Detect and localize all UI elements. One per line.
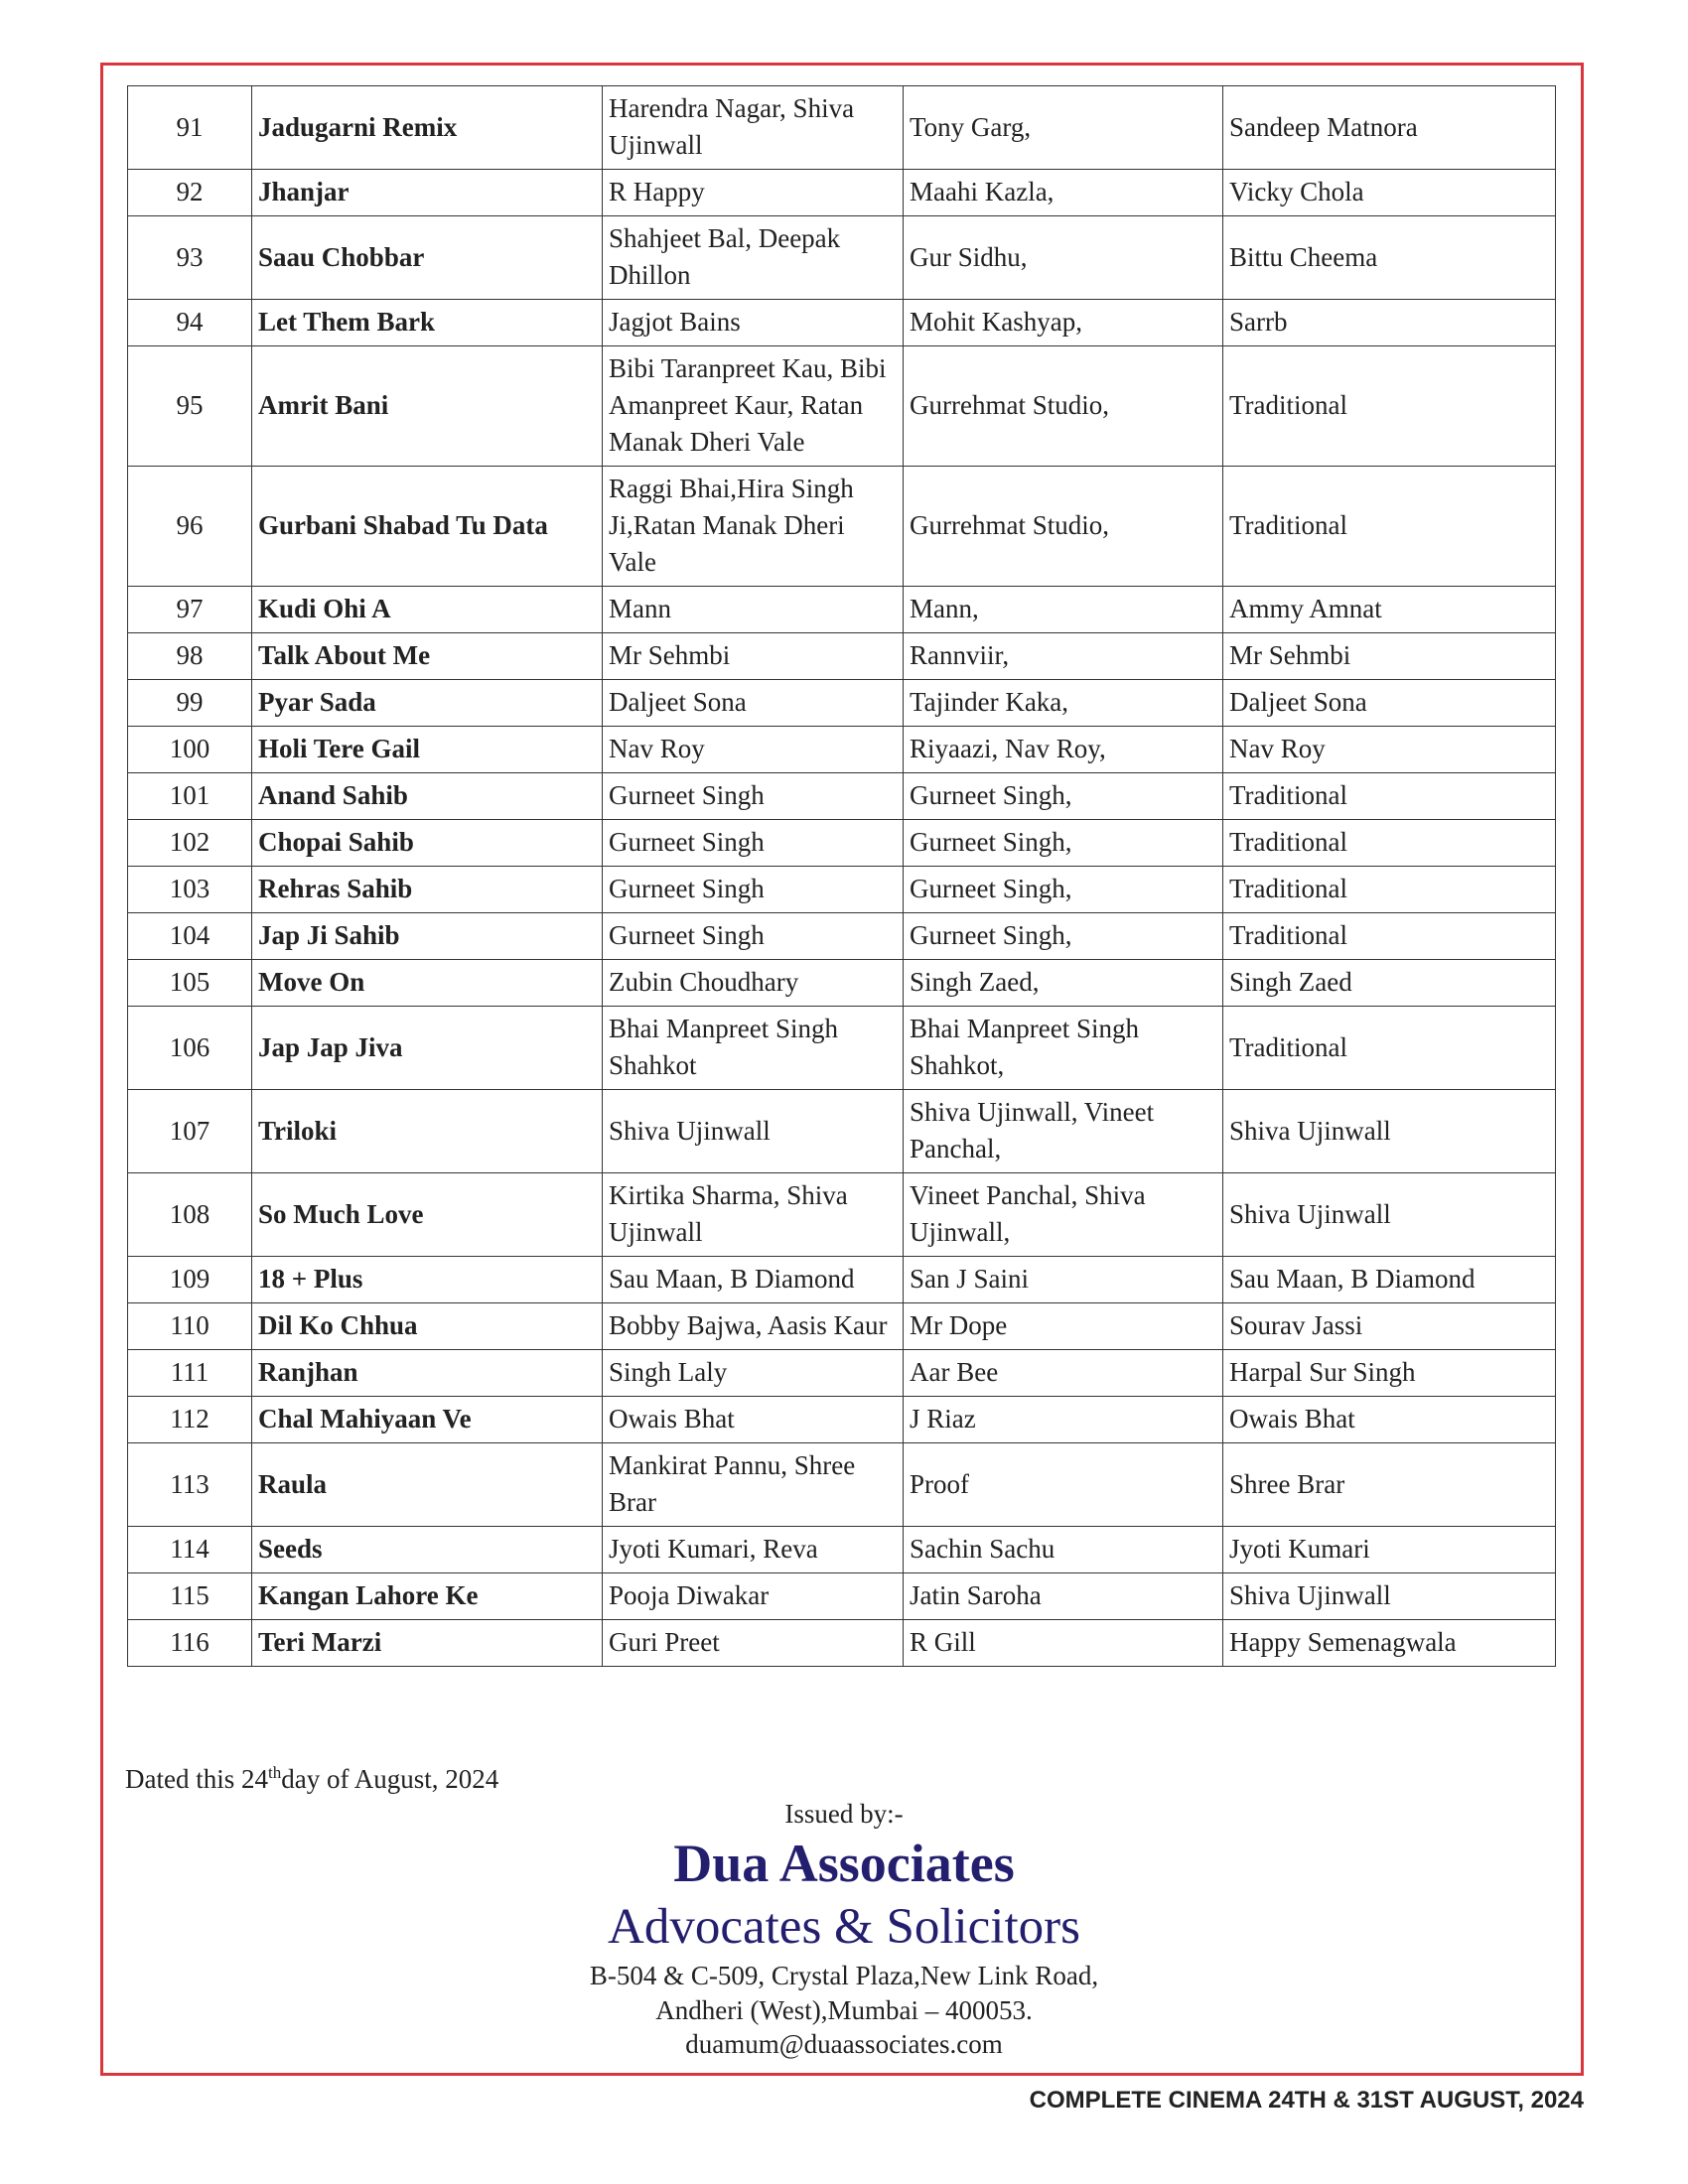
song-number: 112 <box>128 1397 252 1443</box>
song-title: Talk About Me <box>252 633 603 680</box>
song-singers: Shahjeet Bal, Deepak Dhillon <box>603 216 904 300</box>
song-lyricist: Shiva Ujinwall <box>1223 1090 1556 1173</box>
song-lyricist: Sau Maan, B Diamond <box>1223 1257 1556 1303</box>
song-music: Singh Zaed, <box>904 960 1223 1007</box>
table-row <box>128 1620 1556 1667</box>
table-row <box>128 1443 1556 1527</box>
song-singers: Mankirat Pannu, Shree Brar <box>603 1443 904 1527</box>
song-singers: Singh Laly <box>603 1350 904 1397</box>
table-row <box>128 300 1556 346</box>
song-singers: Nav Roy <box>603 727 904 773</box>
table-row <box>128 1527 1556 1573</box>
song-number: 103 <box>128 867 252 913</box>
song-number: 101 <box>128 773 252 820</box>
song-music: San J Saini <box>904 1257 1223 1303</box>
song-title: Teri Marzi <box>252 1620 603 1667</box>
song-title: Saau Chobbar <box>252 216 603 300</box>
issued-by: Issued by:- <box>784 1799 904 1829</box>
song-singers: Gurneet Singh <box>603 820 904 867</box>
song-lyricist: Traditional <box>1223 773 1556 820</box>
song-title: Jap Jap Jiva <box>252 1007 603 1090</box>
song-lyricist: Singh Zaed <box>1223 960 1556 1007</box>
songs-table <box>127 85 1556 1667</box>
song-number: 92 <box>128 170 252 216</box>
song-number: 108 <box>128 1173 252 1257</box>
song-title: 18 + Plus <box>252 1257 603 1303</box>
song-number: 97 <box>128 587 252 633</box>
song-lyricist: Shiva Ujinwall <box>1223 1573 1556 1620</box>
song-lyricist: Nav Roy <box>1223 727 1556 773</box>
song-music: Maahi Kazla, <box>904 170 1223 216</box>
table-row <box>128 913 1556 960</box>
song-music: Jatin Saroha <box>904 1573 1223 1620</box>
song-number: 115 <box>128 1573 252 1620</box>
song-lyricist: Traditional <box>1223 467 1556 587</box>
song-title: Amrit Bani <box>252 346 603 467</box>
table-row <box>128 1090 1556 1173</box>
address-line-1: B-504 & C-509, Crystal Plaza,New Link Road, <box>589 1961 1099 1990</box>
table-row <box>128 1173 1556 1257</box>
song-music: Gurrehmat Studio, <box>904 467 1223 587</box>
song-title: Rehras Sahib <box>252 867 603 913</box>
song-lyricist: Ammy Amnat <box>1223 587 1556 633</box>
song-number: 106 <box>128 1007 252 1090</box>
song-singers: Shiva Ujinwall <box>603 1090 904 1173</box>
song-number: 94 <box>128 300 252 346</box>
song-lyricist: Traditional <box>1223 820 1556 867</box>
song-title: Jadugarni Remix <box>252 86 603 170</box>
song-title: So Much Love <box>252 1173 603 1257</box>
song-title: Kudi Ohi A <box>252 587 603 633</box>
song-lyricist: Traditional <box>1223 346 1556 467</box>
songs-table-body <box>128 86 1556 1667</box>
song-singers: R Happy <box>603 170 904 216</box>
song-title: Move On <box>252 960 603 1007</box>
song-title: Kangan Lahore Ke <box>252 1573 603 1620</box>
song-lyricist: Sourav Jassi <box>1223 1303 1556 1350</box>
song-lyricist: Owais Bhat <box>1223 1397 1556 1443</box>
song-singers: Zubin Choudhary <box>603 960 904 1007</box>
song-lyricist: Vicky Chola <box>1223 170 1556 216</box>
address-line-2: Andheri (West),Mumbai – 400053. <box>655 1995 1033 2025</box>
dated-prefix: Dated this 24 <box>125 1764 268 1794</box>
song-number: 110 <box>128 1303 252 1350</box>
song-music: Shiva Ujinwall, Vineet Panchal, <box>904 1090 1223 1173</box>
song-title: Holi Tere Gail <box>252 727 603 773</box>
song-number: 109 <box>128 1257 252 1303</box>
song-number: 96 <box>128 467 252 587</box>
dated-line <box>125 1763 498 1795</box>
song-singers: Raggi Bhai,Hira Singh Ji,Ratan Manak Dheri Vale <box>603 467 904 587</box>
song-lyricist: Bittu Cheema <box>1223 216 1556 300</box>
song-lyricist: Daljeet Sona <box>1223 680 1556 727</box>
song-title: Let Them Bark <box>252 300 603 346</box>
song-music: Bhai Manpreet Singh Shahkot, <box>904 1007 1223 1090</box>
song-title: Jap Ji Sahib <box>252 913 603 960</box>
dated-sup: th <box>267 1763 282 1782</box>
song-number: 113 <box>128 1443 252 1527</box>
dated-suffix: day of August, 2024 <box>281 1764 499 1794</box>
song-number: 111 <box>128 1350 252 1397</box>
firm-name: Dua Associates <box>673 1834 1015 1893</box>
table-row <box>128 1303 1556 1350</box>
table-row <box>128 680 1556 727</box>
song-music: Vineet Panchal, Shiva Ujinwall, <box>904 1173 1223 1257</box>
song-music: Riyaazi, Nav Roy, <box>904 727 1223 773</box>
song-music: Sachin Sachu <box>904 1527 1223 1573</box>
song-number: 116 <box>128 1620 252 1667</box>
song-music: Mohit Kashyap, <box>904 300 1223 346</box>
song-lyricist: Happy Semenagwala <box>1223 1620 1556 1667</box>
song-title: Chal Mahiyaan Ve <box>252 1397 603 1443</box>
song-lyricist: Shiva Ujinwall <box>1223 1173 1556 1257</box>
song-lyricist: Sandeep Matnora <box>1223 86 1556 170</box>
table-row <box>128 86 1556 170</box>
song-music: Tony Garg, <box>904 86 1223 170</box>
song-lyricist: Shree Brar <box>1223 1443 1556 1527</box>
song-singers: Gurneet Singh <box>603 867 904 913</box>
footer-publication: COMPLETE CINEMA 24TH & 31ST AUGUST, 2024 <box>1029 2087 1584 2114</box>
table-row <box>128 587 1556 633</box>
song-number: 104 <box>128 913 252 960</box>
song-music: Mr Dope <box>904 1303 1223 1350</box>
song-music: J Riaz <box>904 1397 1223 1443</box>
song-title: Seeds <box>252 1527 603 1573</box>
song-music: Gurneet Singh, <box>904 867 1223 913</box>
song-lyricist: Mr Sehmbi <box>1223 633 1556 680</box>
song-title: Raula <box>252 1443 603 1527</box>
table-row <box>128 1257 1556 1303</box>
song-music: Tajinder Kaka, <box>904 680 1223 727</box>
table-row <box>128 867 1556 913</box>
song-lyricist: Sarrb <box>1223 300 1556 346</box>
song-title: Pyar Sada <box>252 680 603 727</box>
song-music: Gur Sidhu, <box>904 216 1223 300</box>
song-singers: Mr Sehmbi <box>603 633 904 680</box>
song-number: 91 <box>128 86 252 170</box>
song-number: 105 <box>128 960 252 1007</box>
song-music: Rannviir, <box>904 633 1223 680</box>
song-title: Dil Ko Chhua <box>252 1303 603 1350</box>
song-title: Triloki <box>252 1090 603 1173</box>
song-number: 98 <box>128 633 252 680</box>
song-number: 95 <box>128 346 252 467</box>
table-row <box>128 1397 1556 1443</box>
song-music: Gurrehmat Studio, <box>904 346 1223 467</box>
song-singers: Daljeet Sona <box>603 680 904 727</box>
table-row <box>128 773 1556 820</box>
song-title: Gurbani Shabad Tu Data <box>252 467 603 587</box>
song-lyricist: Harpal Sur Singh <box>1223 1350 1556 1397</box>
song-music: Gurneet Singh, <box>904 773 1223 820</box>
song-music: Aar Bee <box>904 1350 1223 1397</box>
song-music: R Gill <box>904 1620 1223 1667</box>
song-singers: Bibi Taranpreet Kau, Bibi Amanpreet Kaur, Ratan Manak Dheri Vale <box>603 346 904 467</box>
table-row <box>128 1007 1556 1090</box>
song-singers: Gurneet Singh <box>603 773 904 820</box>
song-number: 114 <box>128 1527 252 1573</box>
song-number: 100 <box>128 727 252 773</box>
song-singers: Owais Bhat <box>603 1397 904 1443</box>
song-music: Gurneet Singh, <box>904 820 1223 867</box>
song-lyricist: Jyoti Kumari <box>1223 1527 1556 1573</box>
song-singers: Pooja Diwakar <box>603 1573 904 1620</box>
song-number: 99 <box>128 680 252 727</box>
song-singers: Sau Maan, B Diamond <box>603 1257 904 1303</box>
table-row <box>128 170 1556 216</box>
table-row <box>128 1573 1556 1620</box>
song-lyricist: Traditional <box>1223 913 1556 960</box>
song-number: 107 <box>128 1090 252 1173</box>
song-singers: Gurneet Singh <box>603 913 904 960</box>
song-singers: Guri Preet <box>603 1620 904 1667</box>
song-singers: Kirtika Sharma, Shiva Ujinwall <box>603 1173 904 1257</box>
table-row <box>128 960 1556 1007</box>
song-title: Anand Sahib <box>252 773 603 820</box>
song-music: Proof <box>904 1443 1223 1527</box>
song-title: Chopai Sahib <box>252 820 603 867</box>
song-singers: Jagjot Bains <box>603 300 904 346</box>
song-lyricist: Traditional <box>1223 1007 1556 1090</box>
song-singers: Harendra Nagar, Shiva Ujinwall <box>603 86 904 170</box>
song-lyricist: Traditional <box>1223 867 1556 913</box>
firm-subtitle: Advocates & Solicitors <box>608 1899 1080 1955</box>
table-row <box>128 467 1556 587</box>
table-row <box>128 346 1556 467</box>
table-row <box>128 216 1556 300</box>
email: duamum@duaassociates.com <box>685 2029 1003 2059</box>
table-row <box>128 633 1556 680</box>
song-title: Jhanjar <box>252 170 603 216</box>
table-row <box>128 820 1556 867</box>
song-singers: Jyoti Kumari, Reva <box>603 1527 904 1573</box>
song-singers: Bhai Manpreet Singh Shahkot <box>603 1007 904 1090</box>
song-music: Gurneet Singh, <box>904 913 1223 960</box>
table-row <box>128 727 1556 773</box>
song-number: 93 <box>128 216 252 300</box>
table-row <box>128 1350 1556 1397</box>
song-music: Mann, <box>904 587 1223 633</box>
song-number: 102 <box>128 820 252 867</box>
song-singers: Mann <box>603 587 904 633</box>
song-title: Ranjhan <box>252 1350 603 1397</box>
song-singers: Bobby Bajwa, Aasis Kaur <box>603 1303 904 1350</box>
